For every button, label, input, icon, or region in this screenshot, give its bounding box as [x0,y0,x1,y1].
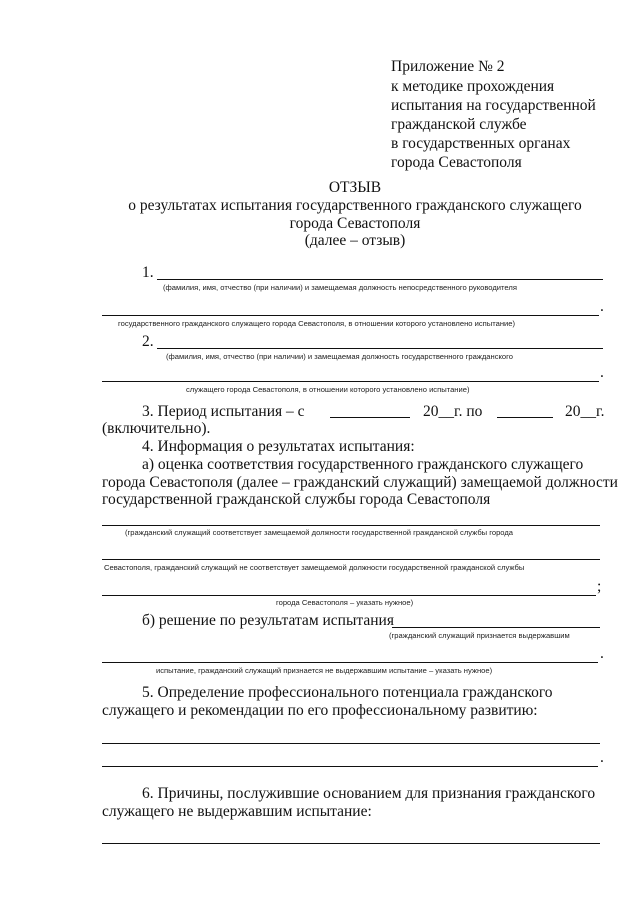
item-number: 2. [142,333,154,350]
appendix-line: испытания на государственной [391,97,596,114]
field-caption: государственного гражданского служащего города Севастополя, в отношении которого установлено испытание) [118,319,516,328]
decision-field[interactable] [392,627,600,628]
line-end-semicolon: ; [597,578,602,595]
recommendations-field-continued[interactable] [102,766,598,767]
appendix-line: к методике прохождения [391,78,555,95]
paragraph-line: служащего и рекомендации по его профессиональному развитию: [102,702,538,719]
period-start-field[interactable] [330,417,410,418]
probation-period-label: 20__г. по [423,403,483,420]
paragraph-line: а) оценка соответствия государственного гражданского служащего [142,456,584,473]
appendix-line: города Севастополя [391,154,522,171]
decision-label: б) решение по результатам испытания [142,612,394,629]
assessment-field-end[interactable] [102,595,596,596]
document-title: ОТЗЫВ [328,179,382,196]
period-end-field[interactable] [497,417,553,418]
line-end-dot: . [600,364,604,381]
paragraph-line: служащего не выдержавшим испытание: [102,803,372,820]
field-caption: (гражданский служащий соответствует замещаемой должности государственной гражданской службы города [125,528,514,537]
document-subtitle: (далее – отзыв) [304,232,406,249]
field-caption: Севастополя, гражданский служащий не соответствует замещаемой должности государственной гражданской службы [104,563,525,572]
appendix-line: гражданской службе [391,116,527,133]
reasons-field[interactable] [102,843,600,844]
line-end-dot: . [600,298,604,315]
field-caption: (гражданский служащий признается выдержавшим [389,631,570,640]
decision-field-continued[interactable] [102,662,598,663]
document-subtitle: города Севастополя [289,215,421,232]
field-caption: города Севастополя – указать нужное) [276,598,414,607]
assessment-field[interactable] [102,525,600,526]
employee-name-field-continued[interactable] [102,381,599,382]
document-subtitle: о результатах испытания государственного гражданского служащего [128,197,582,214]
field-caption: (фамилия, имя, отчество (при наличии) и замещаемая должность непосредственного руководителя [163,283,517,292]
paragraph-line: государственной гражданской службы города Севастополя [102,491,491,508]
supervisor-name-field-continued[interactable] [102,315,599,316]
probation-period-label: 20__г. [565,403,605,420]
probation-period-label: 3. Период испытания – с [142,403,305,420]
field-caption: (фамилия, имя, отчество (при наличии) и замещаемая должность государственного гражданского [166,352,513,361]
supervisor-name-field[interactable] [157,279,603,280]
field-caption: служащего города Севастополя, в отношении которого установлено испытание) [186,385,470,394]
appendix-line: Приложение № 2 [391,58,505,75]
line-end-dot: . [600,645,604,662]
paragraph-line: города Севастополя (далее – гражданский служащий) замещаемой должности [102,474,618,491]
section-heading: 5. Определение профессионального потенциала гражданского [142,684,553,701]
probation-period-label: (включительно). [102,420,211,437]
appendix-line: в государственных органах [391,135,571,152]
assessment-field-continued[interactable] [102,559,600,560]
section-heading: 6. Причины, послужившие основанием для признания гражданского [142,785,596,802]
section-heading: 4. Информация о результатах испытания: [142,438,415,455]
line-end-dot: . [600,749,604,766]
item-number: 1. [142,264,154,281]
field-caption: испытание, гражданский служащий признается не выдержавшим испытание – указать нужное) [156,666,493,675]
employee-name-field[interactable] [157,348,603,349]
recommendations-field[interactable] [102,743,600,744]
